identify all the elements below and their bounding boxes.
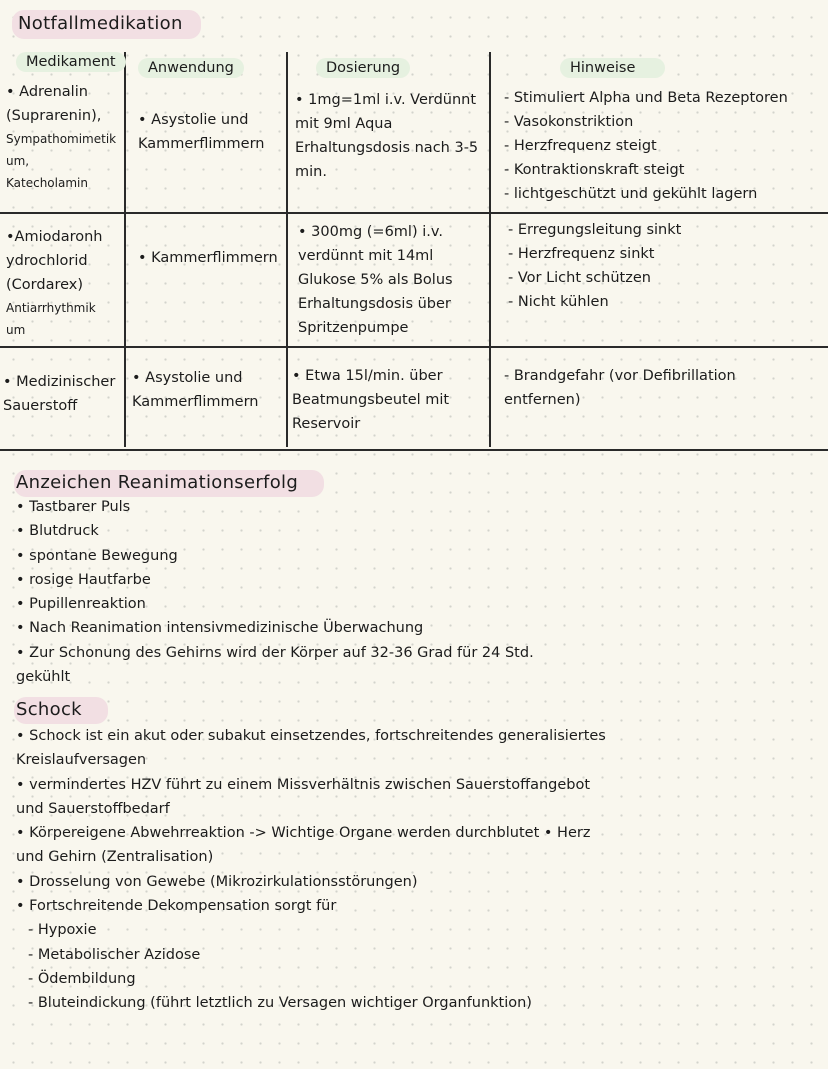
sub-list-item: - Bluteindickung (führt letztlich zu Versagen wichtiger Organfunktion) <box>28 995 532 1012</box>
list-item: • Fortschreitende Dekompensation sorgt für <box>16 898 337 915</box>
list-item: gekühlt <box>16 669 71 686</box>
list-item: und Sauerstoffbedarf <box>16 800 170 817</box>
list-item: • Körpereigene Abwehrreaktion -> Wichtige Organe werden durchblutet • Herz <box>16 825 591 842</box>
cell-dosierung-amiodaron: • 300mg (=6ml) i.v. verdünnt mit 14ml Glukose 5% als Bolus Erhaltungsdosis über Spritzenpumpe <box>298 224 453 336</box>
list-item: • Pupillenreaktion <box>16 596 146 613</box>
list-item: und Gehirn (Zentralisation) <box>16 849 214 866</box>
list-item: • Drosselung von Gewebe (Mikrozirkulationsstörungen) <box>16 873 418 890</box>
header-medikament: Medikament <box>16 52 126 72</box>
cell-hinweise-sauerstoff: - Brandgefahr (vor Defibrillation entfernen) <box>504 368 736 408</box>
list-item: • Blutdruck <box>16 523 99 540</box>
schock-list <box>16 724 606 1016</box>
schock-section <box>14 697 108 724</box>
column-divider <box>489 52 491 447</box>
page-title: Notfallmedikation <box>12 10 201 39</box>
cell-anwendung-amiodaron: • Kammerflimmern <box>138 250 278 266</box>
list-item: • Zur Schonung des Gehirns wird der Körper auf 32-36 Grad für 24 Std. <box>16 644 534 661</box>
reanimation-section <box>14 470 324 497</box>
list-item: • Schock ist ein akut oder subakut einsetzendes, fortschreitendes generalisiertes <box>16 728 606 744</box>
list-item: • Tastbarer Puls <box>16 499 131 515</box>
cell-dosierung-adrenalin: • 1mg=1ml i.v. Verdünnt mit 9ml Aqua Erhaltungsdosis nach 3-5 min. <box>295 92 479 180</box>
cell-hinweise-adrenalin: - Stimuliert Alpha und Beta Rezeptoren - Vasokonstriktion - Herzfrequenz steigt - Kontraktionskraft steigt - lichtgeschützt und gekühlt lagern <box>504 90 788 202</box>
sub-list-item: - Ödembildung <box>28 970 136 987</box>
list-item: Kreislaufversagen <box>16 752 147 769</box>
cell-dosierung-sauerstoff: • Etwa 15l/min. über Beatmungsbeutel mit Reservoir <box>292 368 450 432</box>
header-hinweise: Hinweise <box>560 58 665 78</box>
list-item: • vermindertes HZV führt zu einem Missverhältnis zwischen Sauerstoffangebot <box>16 776 591 793</box>
header-dosierung: Dosierung <box>316 58 410 78</box>
cell-hinweise-amiodaron: - Erregungsleitung sinkt - Herzfrequenz sinkt - Vor Licht schützen - Nicht kühlen <box>508 222 682 310</box>
sub-list-item: - Hypoxie <box>28 922 97 939</box>
medication-table <box>0 40 828 452</box>
cell-medikament-sauerstoff: • Medizinischer Sauerstoff <box>3 374 116 414</box>
cell-medikament-amiodaron: •Amiodaronh ydrochlorid (Cordarex) Antiarrhythmik um <box>6 229 103 337</box>
schock-heading: Schock <box>14 697 108 724</box>
cell-anwendung-sauerstoff: • Asystolie und Kammerflimmern <box>132 370 259 410</box>
reanimation-heading: Anzeichen Reanimationserfolg <box>14 470 324 497</box>
list-item: • spontane Bewegung <box>16 547 178 564</box>
reanimation-list <box>16 495 534 689</box>
list-item: • rosige Hautfarbe <box>16 571 151 588</box>
column-divider <box>286 52 288 447</box>
column-divider <box>124 52 126 447</box>
list-item: • Nach Reanimation intensivmedizinische Überwachung <box>16 620 424 637</box>
table-bottom-border <box>0 449 828 451</box>
header-anwendung: Anwendung <box>138 58 244 78</box>
sub-list-item: - Metabolischer Azidose <box>28 946 201 963</box>
cell-medikament-adrenalin: • Adrenalin (Suprarenin), Sympathomimetik um, Katecholamin <box>6 84 117 190</box>
cell-anwendung-adrenalin: • Asystolie und Kammerflimmern <box>138 112 265 152</box>
